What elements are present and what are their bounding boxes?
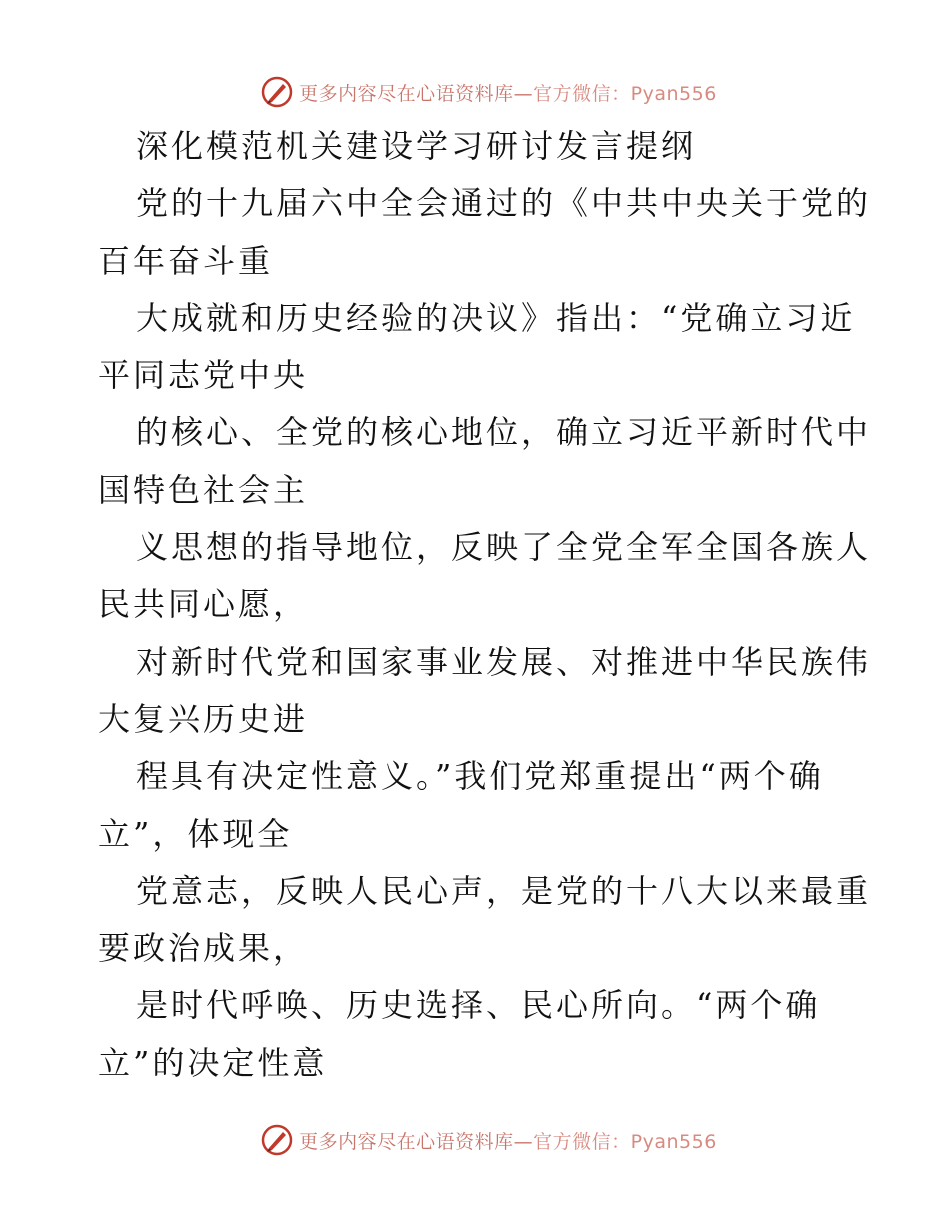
- paragraph-line: 对新时代党和国家事业发展、对推进中华民族伟: [136, 642, 872, 681]
- paragraph-line: 立”的决定性意: [98, 1043, 328, 1082]
- paragraph-line: 大复兴历史进: [98, 699, 309, 738]
- paragraph-line: 民共同心愿，: [98, 585, 309, 624]
- paragraph-line: 程具有决定性意义。”我们党郑重提出“两个确: [136, 757, 824, 796]
- pen-logo-icon: [261, 1124, 293, 1156]
- header-watermark: [0, 72, 950, 112]
- paragraph-line: 是时代呼唤、历史选择、民心所向。“两个确: [136, 986, 821, 1025]
- watermark-text: 更多内容尽在心语资料库—官方微信：Pyan556: [299, 82, 717, 105]
- document-title: 深化模范机关建设学习研讨发言提纲: [136, 127, 697, 165]
- pen-logo-icon: [261, 76, 293, 108]
- paragraph-line: 国特色社会主: [98, 470, 309, 509]
- paragraph-line: 平同志党中央: [98, 356, 309, 395]
- paragraph-line: 百年奋斗重: [98, 241, 274, 280]
- footer-watermark: [0, 1120, 950, 1160]
- paragraph-line: 大成就和历史经验的决议》指出：“党确立习近: [136, 298, 856, 337]
- paragraph-line: 要政治成果，: [98, 929, 309, 968]
- paragraph-line: 党的十九届六中全会通过的《中共中央关于党的: [136, 184, 872, 223]
- document-body: [98, 118, 872, 1092]
- paragraph-line: 的核心、全党的核心地位，确立习近平新时代中: [136, 413, 872, 452]
- paragraph-line: 党意志，反映人民心声，是党的十八大以来最重: [136, 871, 872, 910]
- paragraph-line: 义思想的指导地位，反映了全党全军全国各族人: [136, 528, 872, 567]
- watermark-text: 更多内容尽在心语资料库—官方微信：Pyan556: [299, 1130, 717, 1153]
- paragraph-line: 立”，体现全: [98, 814, 293, 853]
